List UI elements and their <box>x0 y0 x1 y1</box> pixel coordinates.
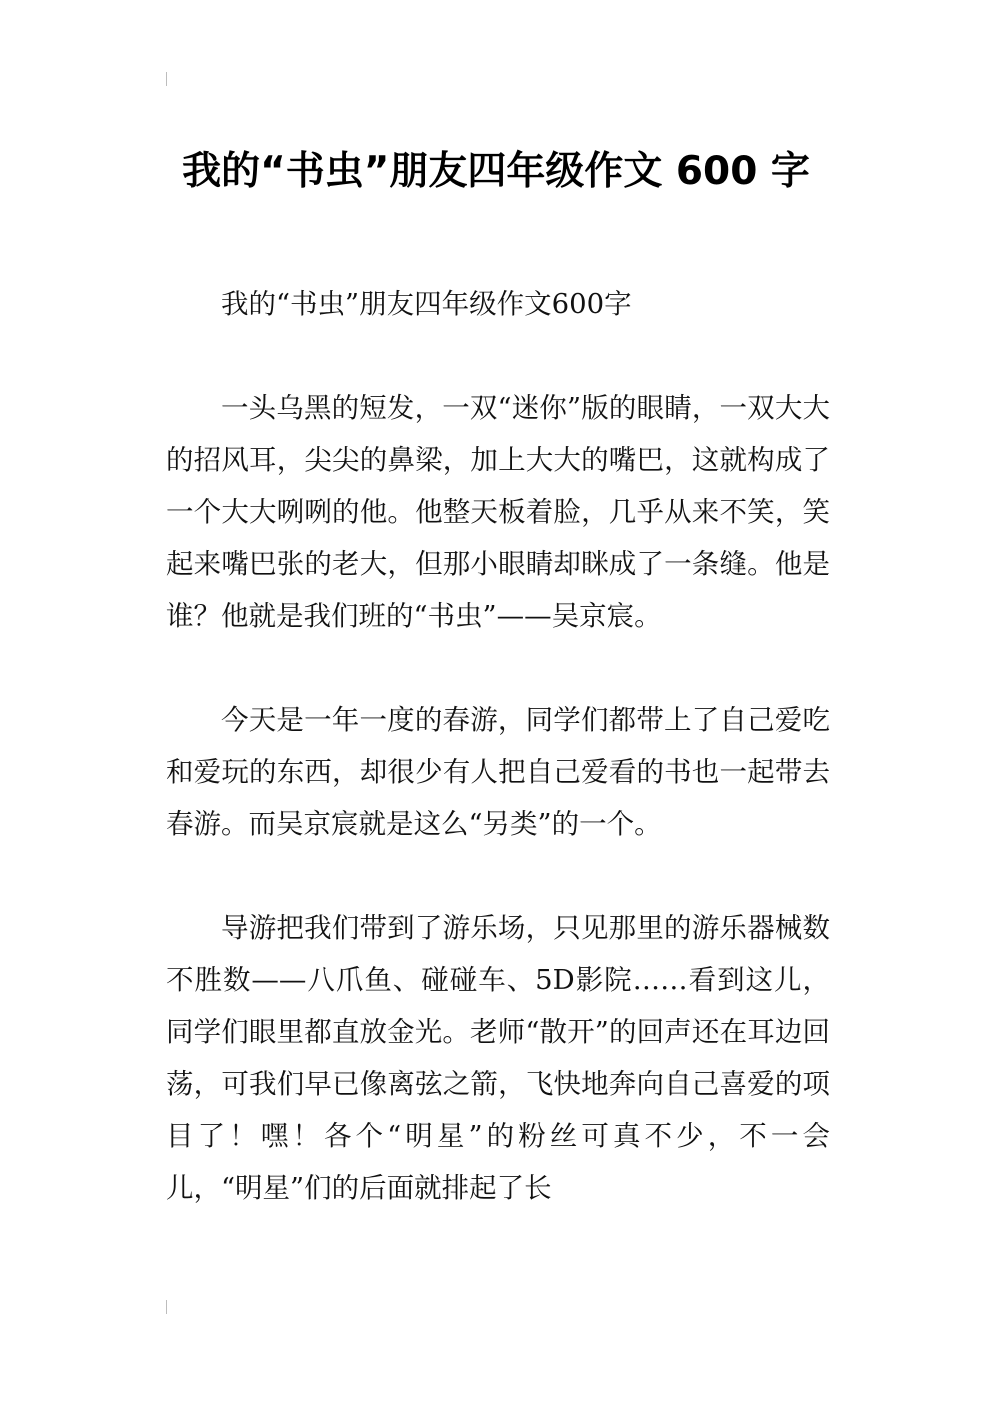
document-subtitle: 我的“书虫”朋友四年级作文600字 <box>221 288 632 320</box>
crop-mark-bottom <box>166 1300 167 1314</box>
paragraph-2: 今天是一年一度的春游，同学们都带上了自己爱吃和爱玩的东西，却很少有人把自己爱看的书也一起带去春游。而吴京宸就是这么“另类”的一个。 <box>166 704 830 840</box>
document-body <box>166 278 830 1266</box>
paragraph-1: 一头乌黑的短发，一双“迷你”版的眼睛，一双大大的招风耳，尖尖的鼻梁，加上大大的嘴巴，这就构成了一个大大咧咧的他。他整天板着脸，几乎从来不笑，笑起来嘴巴张的老大，但那小眼睛却眯成了一条缝。他是谁？他就是我们班的“书虫”——吴京宸。 <box>166 392 830 632</box>
crop-mark-top <box>166 72 167 86</box>
document-title: 我的“书虫”朋友四年级作文 600 字 <box>182 149 810 195</box>
paragraph-3: 导游把我们带到了游乐场，只见那里的游乐器械数不胜数——八爪鱼、碰碰车、5D影院……看到这儿，同学们眼里都直放金光。老师“散开”的回声还在耳边回荡，可我们早已像离弦之箭，飞快地奔向自己喜爱的项目了！嘿！各个“明星”的粉丝可真不少，不一会儿，“明星”们的后面就排起了长 <box>166 912 830 1204</box>
